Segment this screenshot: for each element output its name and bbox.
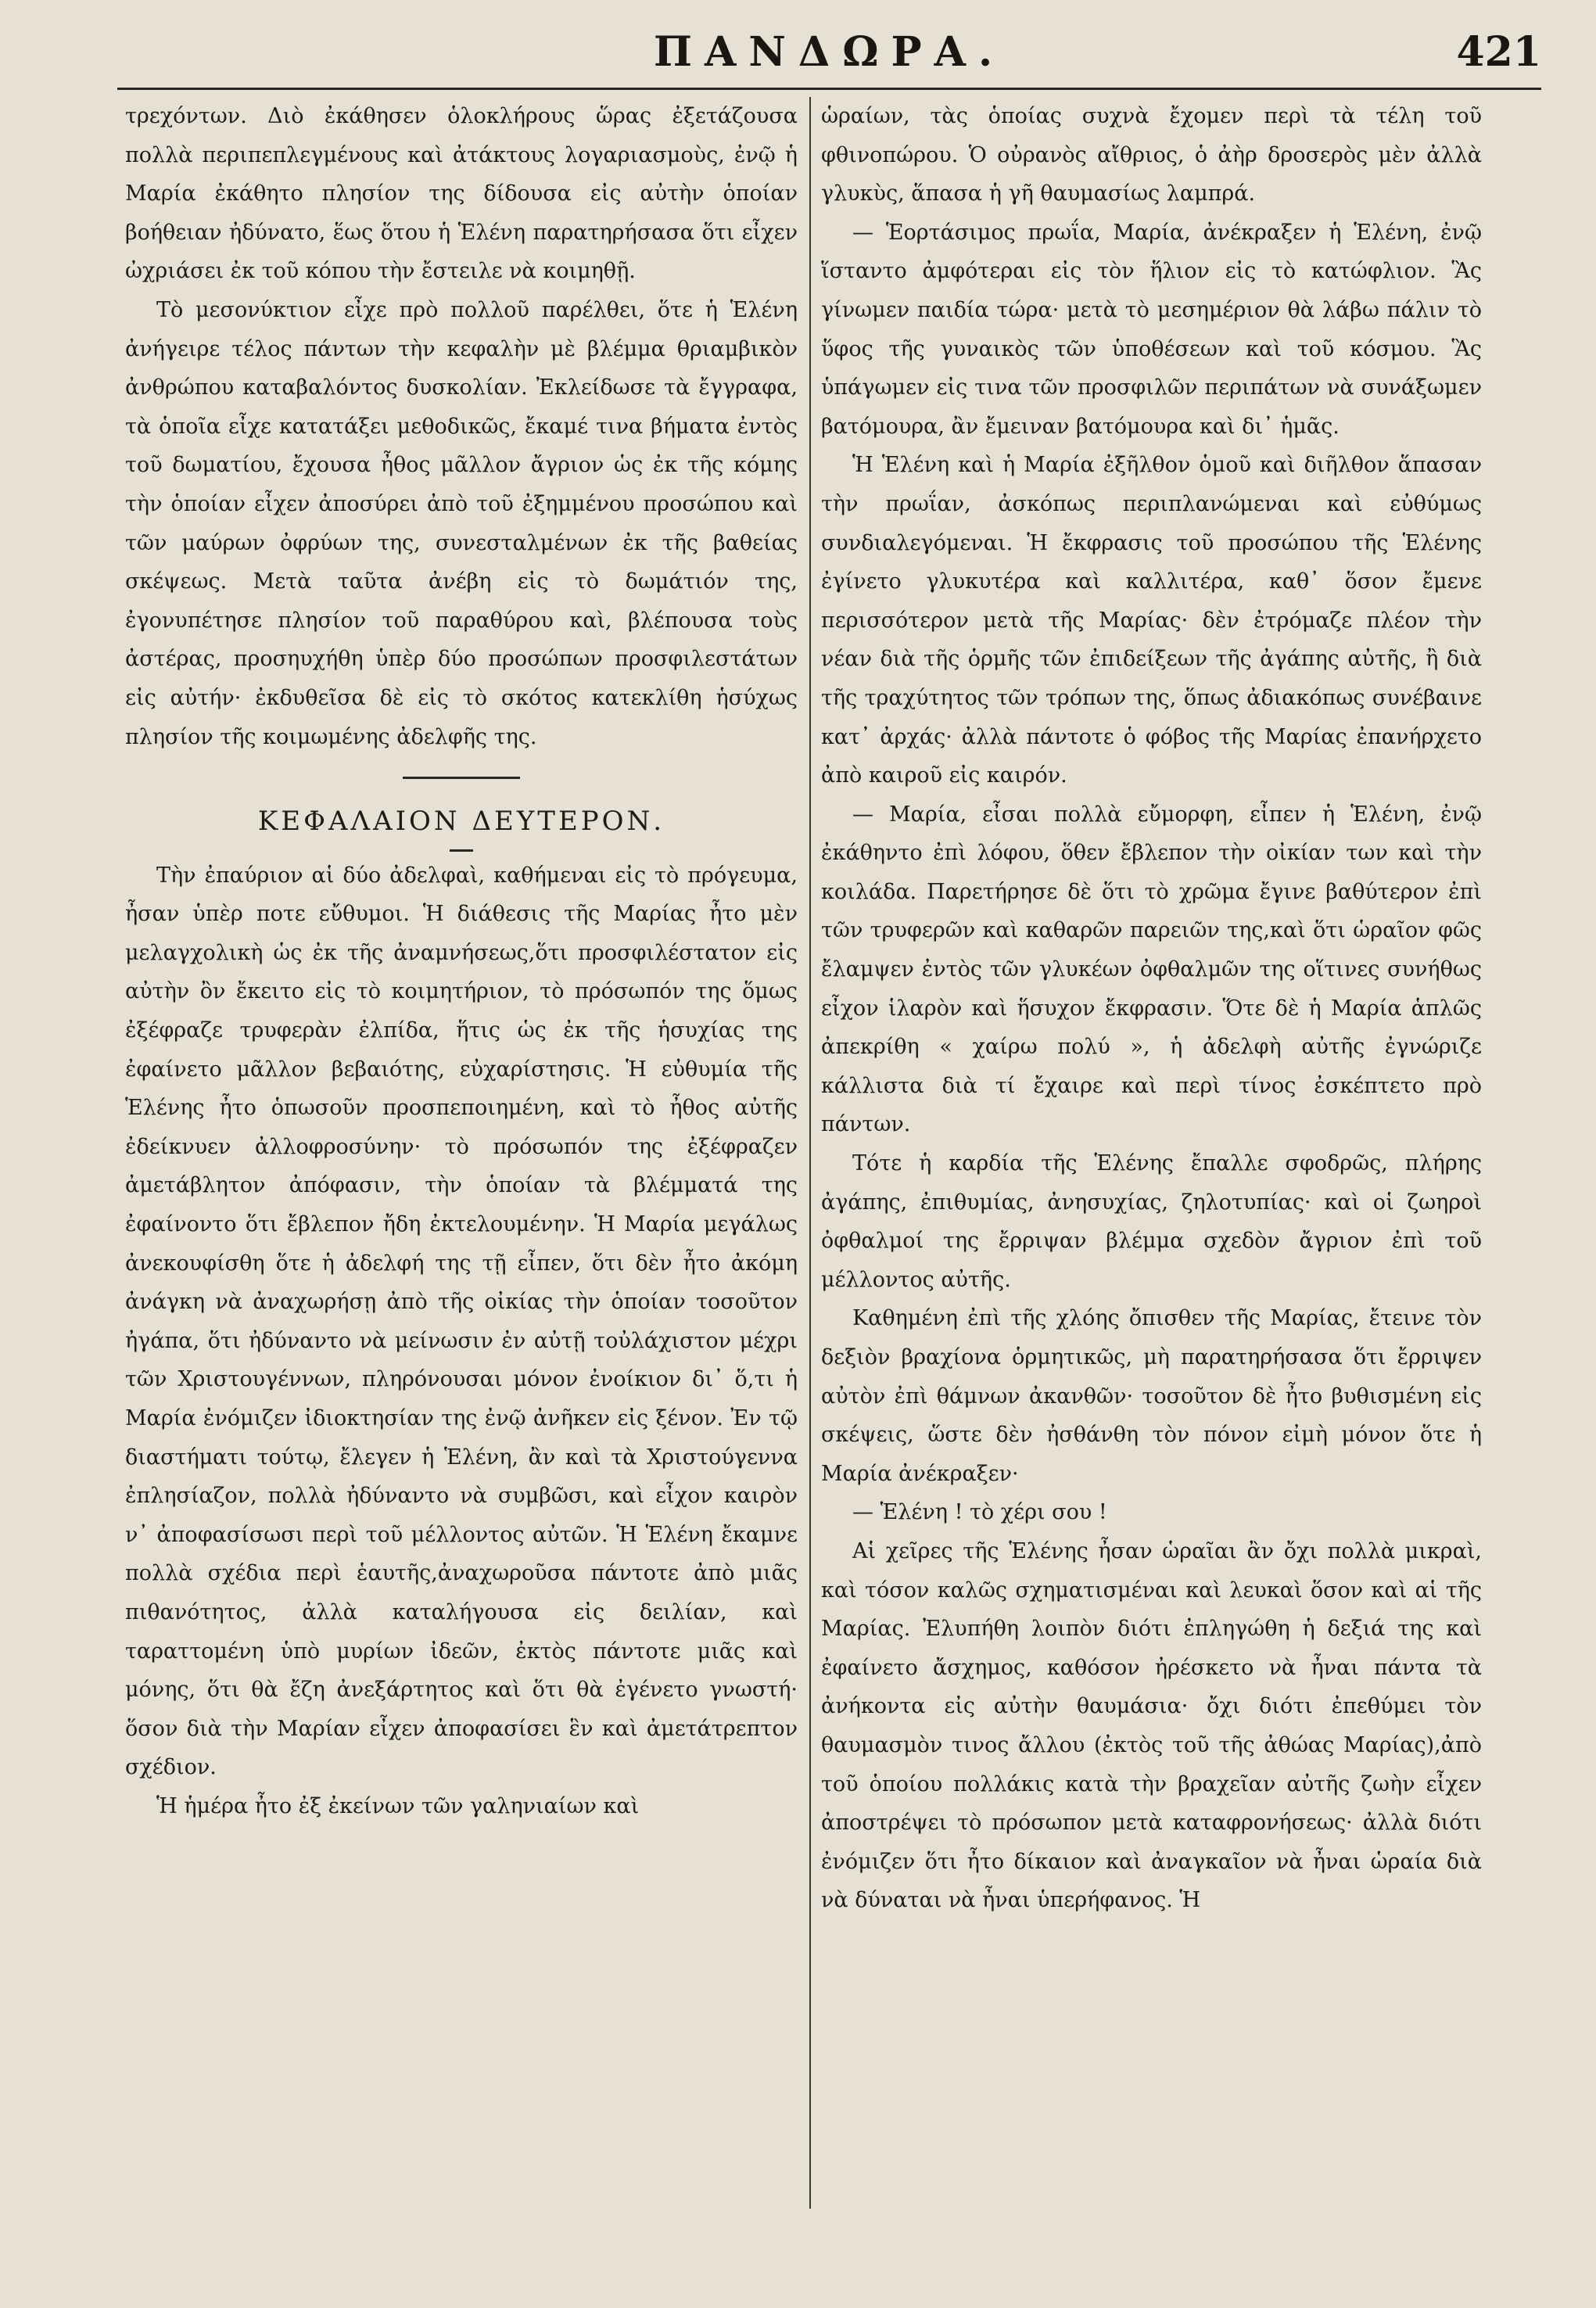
paragraph: — Ἑλένη ! τὸ χέρι σου ! xyxy=(852,1500,1107,1525)
running-title: ΠΑΝΔΩΡΑ. xyxy=(653,28,1006,76)
paragraph: Ἡ Ἑλένη καὶ ἡ Μαρία ἐξῆλθον ὁμοῦ καὶ διῆλθον ἅπασαν τὴν πρωΐαν, ἀσκόπως περιπλανώμεναι καὶ εὐθύμως συνδιαλεγόμεναι. Ἡ ἔκφρασις τοῦ προσώπου τῆς Ἑλένης ἐγίνετο γλυκυτέρα καὶ καλλιτέρα, καθ᾽ ὅσον ἔμενε περισσότερον μετὰ τῆς Μαρίας· δὲν ἐτρόμαζε πλέον τὴν νέαν διὰ τῆς ὁρμῆς τῶν ἐπιδείξεων τῆς ἀγάπης αὐτῆς, ἢ διὰ τῆς τραχύτητος τῶν τρόπων της, ὅπως ἀδιακόπως συνέβαινε κατ᾽ ἀρχάς· ἀλλὰ πάντοτε ὁ φόβος τῆς Μαρίας ἐπανήρχετο ἀπὸ καιροῦ εἰς καιρόν. xyxy=(821,453,1482,788)
paragraph: Τότε ἡ καρδία τῆς Ἑλένης ἔπαλλε σφοδρῶς, πλήρης ἀγάπης, ἐπιθυμίας, ἀνησυχίας, ζηλοτυπίας· καὶ οἱ ζωηροὶ ὀφθαλμοί της ἔρριψαν βλέμμα σχεδὸν ἄγριον ἐπὶ τοῦ μέλλοντος αὐτῆς. xyxy=(821,1151,1482,1292)
right-column xyxy=(821,97,1482,2261)
column-divider xyxy=(809,97,811,2209)
paragraph: Καθημένη ἐπὶ τῆς χλόης ὄπισθεν τῆς Μαρίας, ἔτεινε τὸν δεξιὸν βραχίονα ὁρμητικῶς, μὴ παρατηρήσασα ὅτι ἔρριψεν αὐτὸν ἐπὶ θάμνων ἀκανθῶν· τοσοῦτον δὲ ἦτο βυθισμένη εἰς σκέψεις, ὥστε δὲν ἠσθάνθη τὸν πόνον εἰμὴ μόνον ὅτε ἡ Μαρία ἀνέκραξεν· xyxy=(821,1306,1482,1486)
paragraph: Τὸ μεσονύκτιον εἶχε πρὸ πολλοῦ παρέλθει, ὅτε ἡ Ἑλένη ἀνήγειρε τέλος πάντων τὴν κεφαλὴν μὲ βλέμμα θριαμβικὸν ἀνθρώπου καταβαλόντος δυσκολίαν. Ἐκλείδωσε τὰ ἔγγραφα, τὰ ὁποῖα εἶχε κατατάξει μεθοδικῶς, ἔκαμέ τινα βήματα ἐντὸς τοῦ δωματίου, ἔχουσα ἦθος μᾶλλον ἄγριον ὡς ἐκ τῆς κόμης τὴν ὁποίαν εἶχεν ἀποσύρει ἀπὸ τοῦ ἐξημμένου προσώπου καὶ τῶν μαύρων ὀφρύων της, συνεσταλμένων ἐκ τῆς βαθείας σκέψεως. Μετὰ ταῦτα ἀνέβη εἰς τὸ δωμάτιόν της, ἐγονυπέτησε πλησίον τοῦ παραθύρου καὶ, βλέπουσα τοὺς ἀστέρας, προσηυχήθη ὑπὲρ δύο προσώπων προσφιλεστάτων εἰς αὐτήν· ἐκδυθεῖσα δὲ εἰς τὸ σκότος κατεκλίθη ἡσύχως πλησίον τῆς κοιμωμένης ἀδελφῆς της. xyxy=(125,297,798,749)
paragraph: Αἱ χεῖρες τῆς Ἑλένης ἦσαν ὡραῖαι ἂν ὄχι πολλὰ μικραὶ, καὶ τόσον καλῶς σχηματισμέναι καὶ λευκαὶ ὅσον καὶ αἱ τῆς Μαρίας. Ἐλυπήθη λοιπὸν διότι ἐπληγώθη ἡ δεξιά της καὶ ἐφαίνετο ἄσχημος, καθόσον ἠρέσκετο νὰ ἦναι πάντα τὰ ἀνήκοντα εἰς αὐτὴν θαυμάσια· ὄχι διότι ἐπεθύμει τὸν θαυμασμὸν τινος ἄλλου (ἐκτὸς τοῦ τῆς ἀθώας Μαρίας),ἀπὸ τοῦ ὁποίου πολλάκις κατὰ τὴν βραχεῖαν αὐτῆς ζωὴν εἶχεν ἀποστρέψει τὸ πρόσωπον μετὰ καταφρονήσεως· ἀλλὰ διότι ἐνόμιζεν ὅτι ἦτο δίκαιον καὶ ἀναγκαῖον νὰ ἦναι ὡραία διὰ νὰ δύναται νὰ ἦναι ὑπερήφανος. Ἡ xyxy=(821,1538,1482,1913)
chapter-separator-rule xyxy=(403,777,520,779)
chapter-title: ΚΕΦΑΛΑΙΟΝ ΔΕΥΤΕΡΟΝ. xyxy=(257,806,665,838)
chapter-title-underline xyxy=(450,849,473,852)
paragraph: Τὴν ἐπαύριον αἱ δύο ἀδελφαὶ, καθήμεναι εἰς τὸ πρόγευμα, ἦσαν ὑπὲρ ποτε εὔθυμοι. Ἡ διάθεσις τῆς Μαρίας ἦτο μὲν μελαγχολικὴ ὡς ἐκ τῆς ἀναμνήσεως,ὅτι προσφιλέστατον εἰς αὐτὴν ὂν ἔκειτο εἰς τὸ κοιμητήριον, τὸ πρόσωπόν της ὅμως ἐξέφραζε τρυφερὰν ἐλπίδα, ἥτις ὡς ἐκ τῆς ἡσυχίας της ἐφαίνετο μᾶλλον βεβαιότης, εὐχαρίστησις. Ἡ εὐθυμία τῆς Ἑλένης ἦτο ὁπωσοῦν προσπεποιημένη, καὶ τὸ ἦθος αὐτῆς ἐδείκνυεν ἀλλοφροσύνην· τὸ πρόσωπόν της ἐξέφραζεν ἀμετάβλητον ἀπόφασιν, τὴν ὁποίαν τὰ βλέμματά της ἐφαίνοντο ὅτι ἔβλεπον ἤδη ἐκτελουμένην. Ἡ Μαρία μεγάλως ἀνεκουφίσθη ὅτε ἡ ἀδελφή της τῇ εἶπεν, ὅτι δὲν ἦτο ἀκόμη ἀνάγκη νὰ ἀναχωρήσῃ ἀπὸ τῆς οἰκίας τὴν ὁποίαν τοσοῦτον ἠγάπα, ὅτι ἠδύναντο νὰ μείνωσιν ἐν αὐτῇ τοὐλάχιστον μέχρι τῶν Χριστουγέννων, πληρόνουσαι μόνον ἐνοίκιον δι᾽ ὅ,τι ἡ Μαρία ἐνόμιζεν ἰδιοκτησίαν της ἐνῷ ἀνῆκεν εἰς ξένον. Ἐν τῷ διαστήματι τούτῳ, ἔλεγεν ἡ Ἑλένη, ἂν καὶ τὰ Χριστούγεννα ἐπλησίαζον, πολλὰ ἠδύναντο νὰ συμβῶσι, καὶ εἶχον καιρὸν ν᾽ ἀποφασίσωσι περὶ τοῦ μέλλοντος αὐτῶν. Ἡ Ἑλένη ἔκαμνε πολλὰ σχέδια περὶ ἑαυτῆς,ἀναχωροῦσα πάντοτε ἀπὸ μιᾶς πιθανότητος, ἀλλὰ καταλήγουσα εἰς δειλίαν, καὶ ταραττομένη ὑπὸ μυρίων ἰδεῶν, ἐκτὸς πάντοτε μιᾶς καὶ μόνης, ὅτι θὰ ἔζη ἀνεξάρτητος καὶ ὅτι θὰ ἐγένετο γνωστή· ὅσον διὰ τὴν Μαρίαν εἶχεν ἀποφασίσει ἓν καὶ ἀμετάτρεπτον σχέδιον. xyxy=(125,863,798,1780)
paragraph: τρεχόντων. Διὸ ἐκάθησεν ὁλοκλήρους ὥρας ἐξετάζουσα πολλὰ περιπεπλεγμένους καὶ ἀτάκτους λογαριασμοὺς, ἐνῷ ἡ Μαρία ἐκάθητο πλησίον της δίδουσα εἰς αὐτὴν ὁποίαν βοήθειαν ἠδύνατο, ἕως ὅτου ἡ Ἑλένη παρατηρήσασα ὅτι εἶχεν ὠχριάσει ἐκ τοῦ κόπου τὴν ἔστειλε νὰ κοιμηθῇ. xyxy=(125,104,798,284)
left-column xyxy=(125,97,798,2261)
page-number: 421 xyxy=(1456,28,1541,76)
paragraph: — Μαρία, εἶσαι πολλὰ εὔμορφη, εἶπεν ἡ Ἑλένη, ἐνῷ ἐκάθηντο ἐπὶ λόφου, ὅθεν ἔβλεπον τὴν οἰκίαν των καὶ τὴν κοιλάδα. Παρετήρησε δὲ ὅτι τὸ χρῶμα ἔγινε βαθύτερον ἐπὶ τῶν τρυφερῶν καὶ καθαρῶν παρειῶν της,καὶ ὅτι ὡραῖον φῶς ἔλαμψεν ἐντὸς τῶν γλυκέων ὀφθαλμῶν της οἵτινες συνήθως εἶχον ἱλαρὸν καὶ ἥσυχον ἔκφρασιν. Ὅτε δὲ ἡ Μαρία ἁπλῶς ἀπεκρίθη « χαίρω πολύ », ἡ ἀδελφὴ αὐτῆς ἐγνώριζε κάλλιστα διὰ τί ἔχαιρε καὶ περὶ τίνος ἐσκέπτετο πρὸ πάντων. xyxy=(821,802,1482,1137)
header-rule xyxy=(117,88,1541,90)
paragraph: — Ἑορτάσιμος πρωΐα, Μαρία, ἀνέκραξεν ἡ Ἑλένη, ἐνῷ ἵσταντο ἀμφότεραι εἰς τὸν ἥλιον εἰς τὸ κατώφλιον. Ἃς γίνωμεν παιδία τώρα· μετὰ τὸ μεσημέριον θὰ λάβω πάλιν τὸ ὕφος τῆς γυναικὸς τῶν ὑποθέσεων καὶ τοῦ κόσμου. Ἃς ὑπάγωμεν εἰς τινα τῶν προσφιλῶν περιπάτων νὰ συνάξωμεν βατόμουρα, ἂν ἔμειναν βατόμουρα καὶ δι᾽ ἡμᾶς. xyxy=(821,220,1482,439)
page-header xyxy=(117,28,1541,91)
paragraph: ὡραίων, τὰς ὁποίας συχνὰ ἔχομεν περὶ τὰ τέλη τοῦ φθινοπώρου. Ὁ οὐρανὸς αἴθριος, ὁ ἀὴρ δροσερὸς μὲν ἀλλὰ γλυκὺς, ἅπασα ἡ γῆ θαυμασίως λαμπρά. xyxy=(821,104,1482,206)
paragraph: Ἡ ἡμέρα ἦτο ἐξ ἐκείνων τῶν γαληνιαίων καὶ xyxy=(156,1793,640,1818)
